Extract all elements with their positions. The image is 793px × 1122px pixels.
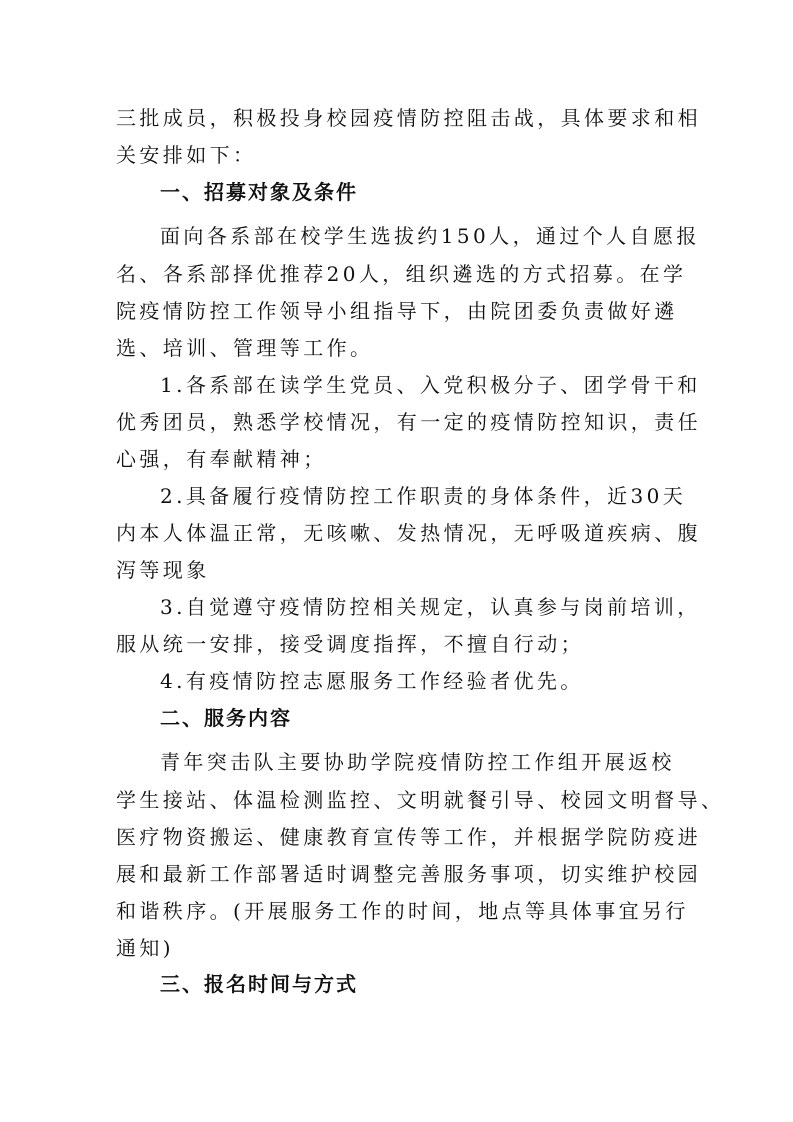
paragraph-line: 医疗物资搬运、健康教育宣传等工作，并根据学院防疫进 bbox=[116, 825, 701, 849]
list-item-3: 3.自觉遵守疫情防控相关规定，认真参与岗前培训， bbox=[160, 595, 701, 619]
paragraph-line: 学生接站、体温检测监控、文明就餐引导、校园文明督导、 bbox=[116, 788, 725, 812]
section-heading-2: 二、服务内容 bbox=[160, 706, 292, 730]
paragraph-line: 面向各系部在校学生选拔约150人，通过个人自愿报 bbox=[160, 224, 700, 248]
paragraph-line: 服从统一安排，接受调度指挥，不擅自行动； bbox=[116, 632, 584, 656]
paragraph-line: 优秀团员，熟悉学校情况，有一定的疫情防控知识，责任 bbox=[116, 410, 701, 434]
paragraph-line: 院疫情防控工作领导小组指导下，由院团委负责做好遴 bbox=[116, 299, 678, 323]
paragraph-line: 通知) bbox=[116, 936, 175, 960]
paragraph-line: 和谐秩序。(开展服务工作的时间，地点等具体事宜另行 bbox=[116, 899, 689, 923]
list-item-4: 4.有疫情防控志愿服务工作经验者优先。 bbox=[160, 669, 584, 693]
list-item-1: 1.各系部在读学生党员、入党积极分子、团学骨干和 bbox=[160, 373, 701, 397]
paragraph-line: 内本人体温正常，无咳嗽、发热情况，无呼吸道疾病、腹 bbox=[116, 521, 701, 545]
list-item-2: 2.具备履行疫情防控工作职责的身体条件，近30天 bbox=[160, 484, 687, 508]
section-heading-1: 一、招募对象及条件 bbox=[160, 180, 358, 204]
paragraph-line: 关安排如下： bbox=[116, 143, 257, 167]
paragraph-line: 名、各系部择优推荐20人，组织遴选的方式招募。在学 bbox=[116, 262, 687, 286]
paragraph-line: 青年突击队主要协助学院疫情防控工作组开展返校 bbox=[160, 750, 675, 774]
paragraph-line: 三批成员，积极投身校园疫情防控阻击战，具体要求和相 bbox=[116, 106, 701, 130]
paragraph-line: 心强，有奉献精神； bbox=[116, 447, 327, 471]
paragraph-line: 选、培训、管理等工作。 bbox=[116, 336, 374, 360]
paragraph-line: 泻等现象 bbox=[116, 558, 210, 582]
section-heading-3: 三、报名时间与方式 bbox=[160, 972, 358, 996]
paragraph-line: 展和最新工作部署适时调整完善服务事项，切实维护校园 bbox=[116, 862, 701, 886]
